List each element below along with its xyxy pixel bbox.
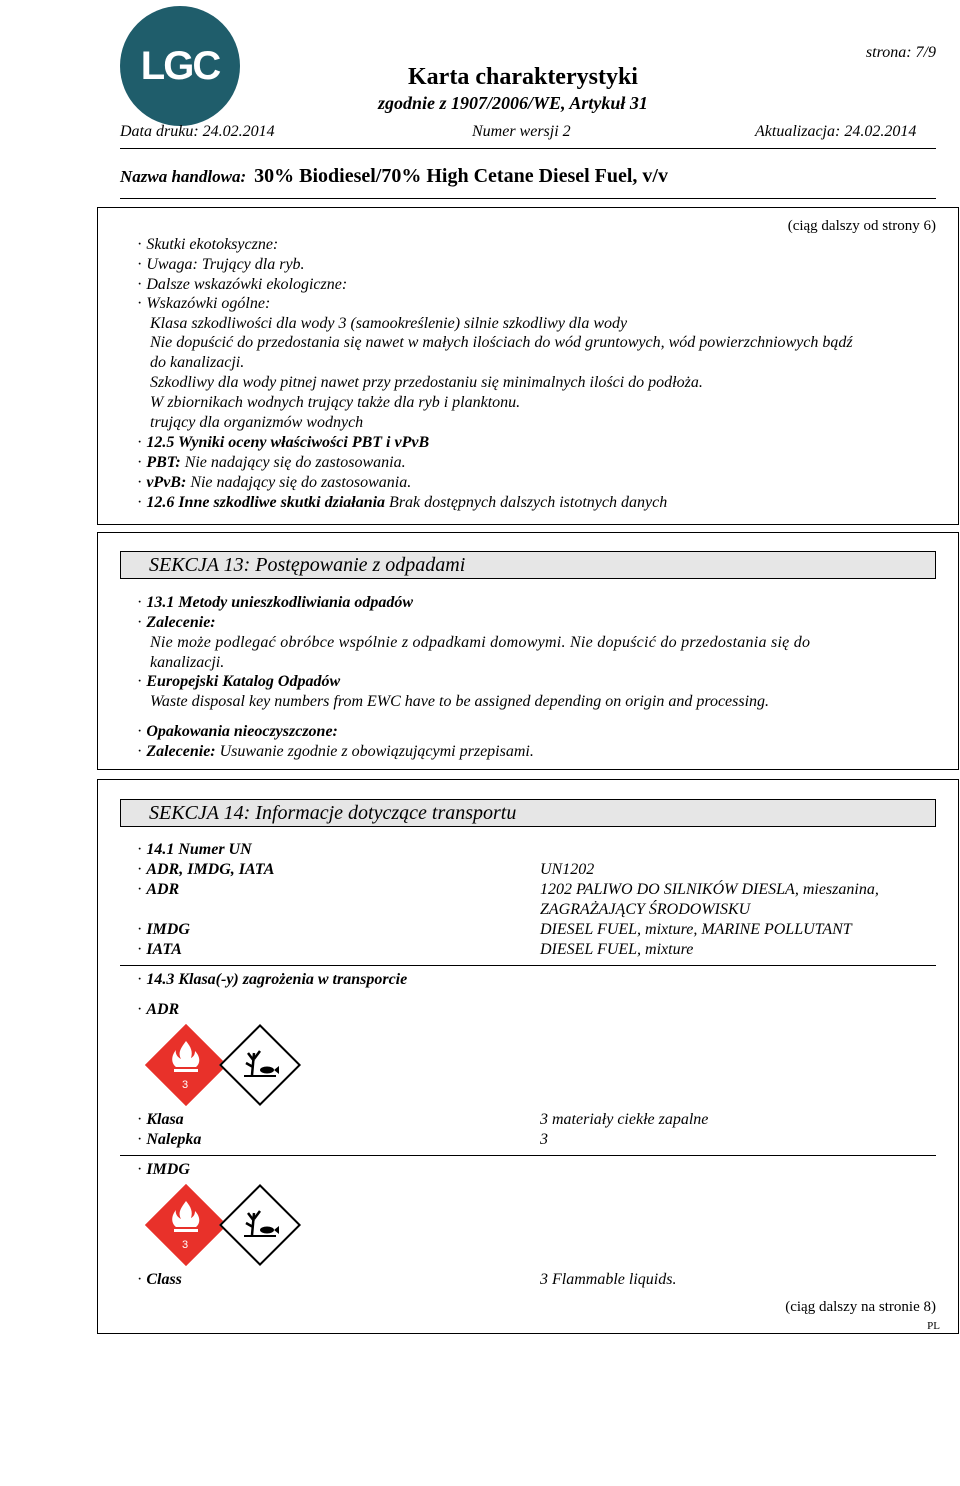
recommendation-line-2: kanalizacji. [150, 654, 225, 671]
class-number: 3 [182, 1239, 189, 1251]
adr-divider [120, 1155, 936, 1156]
ewc-text: Waste disposal key numbers from EWC have to be assigned depending on origin and processing. [150, 693, 770, 710]
un-row-value-4: DIESEL FUEL, mixture [540, 941, 694, 958]
packaging-heading: · Opakowania nieoczyszczone: [137, 723, 338, 741]
general-line-4: Szkodliwy dla wody pitnej nawet przy przedostaniu się minimalnych ilości do podłoża. [150, 374, 703, 391]
nalepka-label: · Nalepka [137, 1131, 201, 1149]
version-number: Numer wersji 2 [472, 123, 571, 140]
flame-icon [144, 1023, 228, 1107]
general-line-2: Nie dopuścić do przedostania się nawet w małych ilościach do wód gruntowych, wód powierzchniowych bądź [150, 334, 853, 351]
disposal-methods-heading: · 13.1 Metody unieszkodliwiania odpadów [137, 594, 413, 612]
section-14-heading: SEKCJA 14: Informacje dotyczące transportu [120, 799, 936, 827]
general-line-6: trujący dla organizmów wodnych [150, 414, 364, 431]
document-title: Karta charakterystyki [408, 64, 638, 90]
trade-name-label: Nazwa handlowa: [120, 167, 247, 186]
warning-line: · Uwaga: Trujący dla ryb. [137, 256, 305, 274]
general-line-3: do kanalizacji. [150, 354, 245, 371]
un-row-value-1: UN1202 [540, 861, 595, 878]
class-label: · Class [137, 1271, 182, 1289]
pbt-heading: · 12.5 Wyniki oceny właściwości PBT i vPvB [137, 434, 429, 452]
klasa-value: 3 materiały ciekłe zapalne [540, 1111, 709, 1128]
trade-name-value: 30% Biodiesel/70% High Cetane Diesel Fuel, v/v [254, 165, 668, 187]
vpvb-line: · vPvB: Nie nadający się do zastosowania. [137, 474, 411, 492]
other-effects-line: · 12.6 Inne szkodliwe skutki działania Brak dostępnych dalszych istotnych danych [137, 494, 667, 512]
language-code: PL [927, 1320, 940, 1332]
environment-pictogram-adr [218, 1023, 302, 1107]
header-divider [120, 148, 936, 149]
continued-from: (ciąg dalszy od strony 6) [787, 218, 936, 234]
un-divider [120, 965, 936, 966]
continued-next: (ciąg dalszy na stronie 8) [785, 1299, 936, 1315]
ecotox-heading: · Skutki ekotoksyczne: [137, 236, 278, 254]
nalepka-value: 3 [540, 1131, 548, 1148]
ewc-heading: · Europejski Katalog Odpadów [137, 673, 340, 691]
flammable-pictogram-adr [144, 1023, 228, 1107]
general-line-5: W zbiornikach wodnych trujący także dla ryb i planktonu. [150, 394, 521, 411]
pbt-line: · PBT: Nie nadający się do zastosowania. [137, 454, 406, 472]
imdg-label: · IMDG [137, 1161, 190, 1179]
dead-tree-fish-icon [218, 1183, 302, 1267]
un-row-value-2b: ZAGRAŻAJĄCY ŚRODOWISKU [540, 901, 751, 918]
dead-tree-fish-icon [218, 1023, 302, 1107]
environment-pictogram-imdg [218, 1183, 302, 1267]
un-row-label-4: · IATA [137, 941, 182, 959]
un-row-label-1: · ADR, IMDG, IATA [137, 861, 274, 879]
print-date: Data druku: 24.02.2014 [120, 123, 275, 140]
adr-label: · ADR [137, 1001, 179, 1019]
trade-name-divider [120, 198, 936, 199]
flammable-pictogram-imdg [144, 1183, 228, 1267]
general-heading: · Wskazówki ogólne: [137, 295, 270, 313]
class-value: 3 Flammable liquids. [540, 1271, 677, 1288]
un-row-value-2: 1202 PALIWO DO SILNIKÓW DIESLA, mieszanina, [540, 881, 879, 898]
flame-icon [144, 1183, 228, 1267]
class-number: 3 [182, 1079, 189, 1091]
un-number-heading: · 14.1 Numer UN [137, 841, 252, 859]
further-eco-heading: · Dalsze wskazówki ekologiczne: [137, 276, 347, 294]
trade-name [120, 165, 668, 188]
packaging-recommendation: · Zalecenie: Usuwanie zgodnie z obowiązującymi przepisami. [137, 743, 534, 761]
un-row-label-2: · ADR [137, 881, 179, 899]
general-line-1: Klasa szkodliwości dla wody 3 (samookreślenie) silnie szkodliwy dla wody [150, 315, 628, 332]
update-date: Aktualizacja: 24.02.2014 [755, 123, 917, 140]
klasa-label: · Klasa [137, 1111, 184, 1129]
recommendation-heading: · Zalecenie: [137, 614, 216, 632]
un-row-label-3: · IMDG [137, 921, 190, 939]
recommendation-line-1: Nie może podlegać obróbce wspólnie z odpadkami domowymi. Nie dopuścić do przedostania się do [150, 634, 811, 651]
section-13-heading: SEKCJA 13: Postępowanie z odpadami [120, 551, 936, 579]
document-subtitle: zgodnie z 1907/2006/WE, Artykuł 31 [378, 93, 648, 113]
hazard-class-heading: · 14.3 Klasa(-y) zagrożenia w transporcie [137, 971, 407, 989]
page-number: strona: 7/9 [865, 44, 936, 61]
lgc-logo: LGC [120, 6, 240, 126]
un-row-value-3: DIESEL FUEL, mixture, MARINE POLLUTANT [540, 921, 852, 938]
